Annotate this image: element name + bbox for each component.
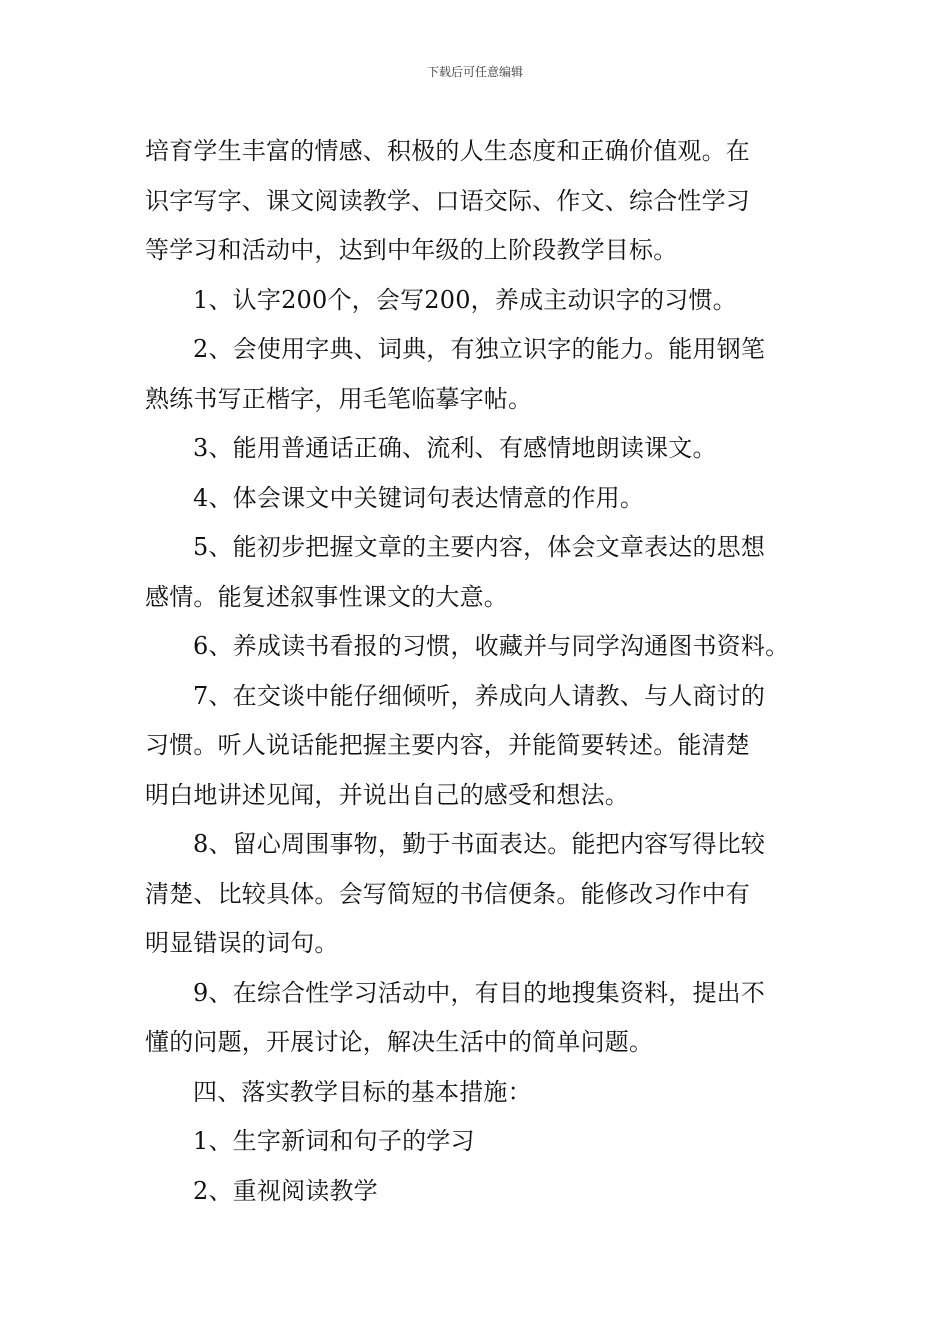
- measure-item-2: 2、重视阅读教学: [193, 1176, 378, 1205]
- list-item-1: 1、认字200个，会写200，养成主动识字的习惯。: [193, 285, 737, 314]
- text-line: 识字写字、课文阅读教学、口语交际、作文、综合性学习: [145, 186, 750, 215]
- list-item-3: 3、能用普通话正确、流利、有感情地朗读课文。: [193, 434, 717, 462]
- list-item-4: 4、体会课文中关键词句表达情意的作用。: [193, 483, 645, 512]
- document-body: [145, 127, 810, 1216]
- text-line: 明显错误的词句。: [145, 929, 339, 957]
- list-item-5: 5、能初步把握文章的主要内容，体会文章表达的思想: [193, 533, 766, 561]
- list-item-7: 7、在交谈中能仔细倾听，养成向人请教、与人商讨的: [193, 681, 766, 710]
- list-item-8: 8、留心周围事物，勤于书面表达。能把内容写得比较: [193, 830, 766, 858]
- page-header-note: 下载后可任意编辑: [426, 65, 523, 79]
- list-item-6: 6、养成读书看报的习惯，收藏并与同学沟通图书资料。: [193, 632, 790, 660]
- text-line: 清楚、比较具体。会写简短的书信便条。能修改习作中有: [145, 879, 750, 908]
- text-line: 培育学生丰富的情感、积极的人生态度和正确价值观。在: [145, 137, 750, 165]
- list-item-2: 2、会使用字典、词典，有独立识字的能力。能用钢笔: [193, 335, 766, 363]
- text-line: 明白地讲述见闻，并说出自己的感受和想法。: [145, 780, 629, 809]
- measure-item-1: 1、生字新词和句子的学习: [193, 1127, 475, 1155]
- text-line: 等学习和活动中，达到中年级的上阶段教学目标。: [145, 236, 678, 264]
- text-line: 懂的问题，开展讨论，解决生活中的简单问题。: [145, 1028, 654, 1056]
- section-heading: 四、落实教学目标的基本措施：: [193, 1077, 532, 1106]
- list-item-9: 9、在综合性学习活动中，有目的地搜集资料，提出不: [193, 978, 766, 1007]
- text-line: 习惯。听人说话能把握主要内容，并能简要转述。能清楚: [145, 731, 750, 759]
- text-line: 感情。能复述叙事性课文的大意。: [145, 582, 508, 611]
- text-line: 熟练书写正楷字，用毛笔临摹字帖。: [145, 384, 533, 413]
